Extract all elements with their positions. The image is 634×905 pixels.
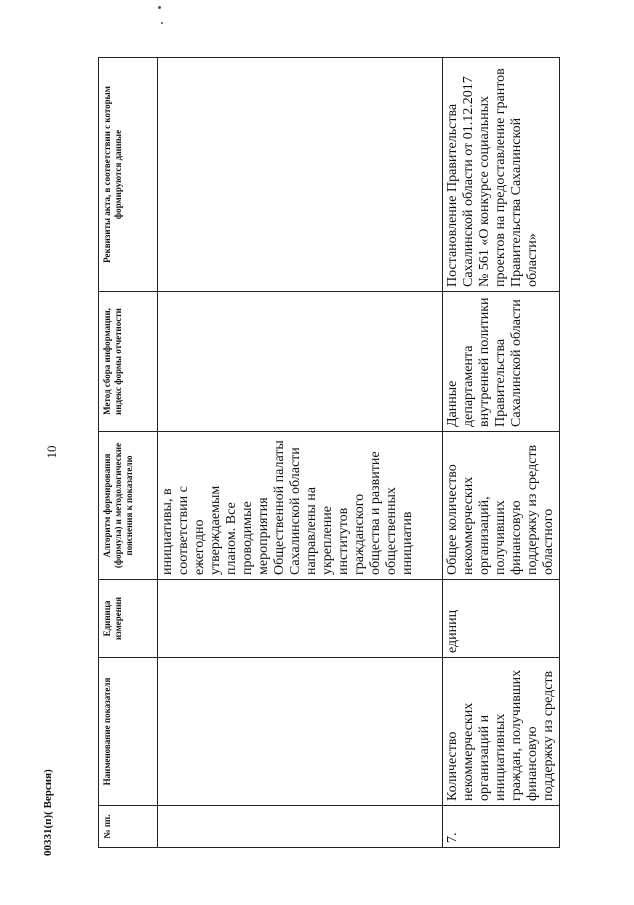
cell-act: Постановление Правительства Сахалинской области от 01.12.2017 № 561 «О конкурсе социальных проектов на предоставление грантов Правительства Сахалинской области» xyxy=(443,58,560,292)
header-number: № пп. xyxy=(99,806,158,848)
table-row xyxy=(443,58,560,848)
header-indicator-name: Наименование показателя xyxy=(99,658,158,806)
footer-document-code: 00331(п)( Версия) xyxy=(42,769,54,856)
header-act: Реквизиты акта, в соответствии с которым формируются данные xyxy=(99,58,158,292)
cell-unit xyxy=(158,580,443,658)
indicators-table xyxy=(98,57,560,848)
cell-algorithm: инициативы, в соответствии с ежегодно утверждаемым планом. Все проводимые мероприятия Общественной палаты Сахалинской области направлены на укрепление институтов гражданского общества и развитие общественных инициатив xyxy=(158,432,443,580)
cell-indicator-name: Количество некоммерческих организаций и инициативных граждан, получивших финансовую поддержку из средств xyxy=(443,658,560,806)
cell-act xyxy=(158,58,443,292)
cell-number xyxy=(158,806,443,848)
cell-unit: единиц xyxy=(443,580,560,658)
cell-number: 7. xyxy=(443,806,560,848)
header-method: Метод сбора информации, индекс формы отчетности xyxy=(99,292,158,432)
page-number: 10 xyxy=(44,445,59,459)
header-unit: Единица измерения xyxy=(99,580,158,658)
cell-algorithm: Общее количество некоммерческих организаций, получивших финансовую поддержку из средств областного xyxy=(443,432,560,580)
scan-speck xyxy=(161,22,163,24)
table-header-row xyxy=(99,58,158,848)
cell-method xyxy=(158,292,443,432)
scan-speck xyxy=(158,6,161,9)
table-row xyxy=(158,58,443,848)
rotated-table-container xyxy=(98,58,556,848)
cell-indicator-name xyxy=(158,658,443,806)
header-algorithm: Алгоритм формирования (формула) и методологические пояснения к показателю xyxy=(99,432,158,580)
cell-method: Данные департамента внутренней политики Правительства Сахалинской области xyxy=(443,292,560,432)
